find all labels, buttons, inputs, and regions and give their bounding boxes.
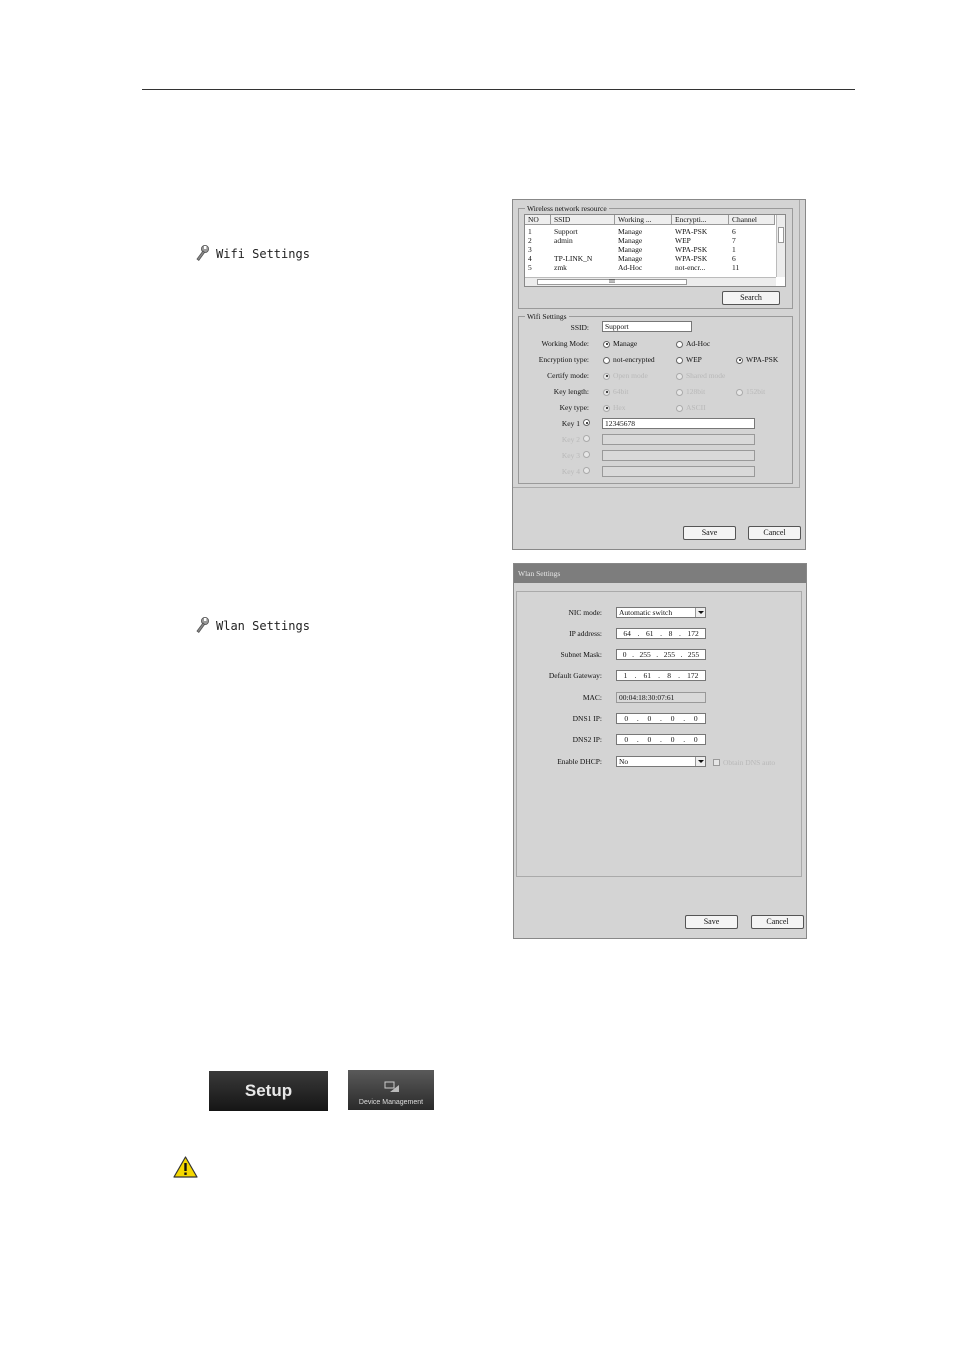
wrench-icon	[194, 245, 210, 262]
cell-channel: 7	[732, 236, 736, 245]
device-management-button[interactable]	[348, 1070, 434, 1110]
radio-key4[interactable]	[583, 467, 590, 474]
cell-channel: 11	[732, 263, 740, 272]
key1-input[interactable]: 12345678	[602, 418, 755, 429]
radio-ascii[interactable]: ASCII	[676, 403, 706, 413]
dns2-label: DNS2 IP:	[572, 735, 602, 744]
cell-channel: 1	[732, 245, 736, 254]
nic-mode-label: NIC mode:	[568, 608, 602, 617]
key4-input[interactable]	[602, 466, 755, 477]
radio-wep[interactable]: WEP	[676, 355, 702, 365]
cell-encryption: WPA-PSK	[675, 245, 708, 254]
subnet-mask-input[interactable]: 0 . 255 . 255 . 255	[616, 649, 706, 660]
cell-ssid: TP-LINK_N	[554, 254, 593, 263]
radio-hex[interactable]: Hex	[603, 403, 626, 413]
cell-encryption: WPA-PSK	[675, 227, 708, 236]
network-table[interactable]	[524, 214, 786, 287]
cell-no: 3	[528, 245, 532, 254]
col-header-channel[interactable]: Channel	[729, 215, 775, 225]
key2-label: Key 2	[561, 435, 580, 444]
cancel-button[interactable]: Cancel	[748, 526, 801, 540]
dns1-input[interactable]: 0 . 0 . 0 . 0	[616, 713, 706, 724]
cell-encryption: WPA-PSK	[675, 254, 708, 263]
certify-mode-label: Certify mode:	[547, 371, 589, 380]
cell-encryption: WEP	[675, 236, 691, 245]
cell-no: 2	[528, 236, 532, 245]
radio-not-encrypted[interactable]: not-encrypted	[603, 355, 655, 365]
key-type-label: Key type:	[559, 403, 589, 412]
key3-label: Key 3	[561, 451, 580, 460]
col-header-no[interactable]: NO	[525, 215, 551, 225]
subnet-mask-label: Subnet Mask:	[560, 650, 602, 659]
search-button[interactable]: Search	[722, 291, 780, 305]
cell-encryption: not-encr...	[675, 263, 706, 272]
cell-working: Manage	[618, 236, 643, 245]
scroll-thumb[interactable]: III	[537, 279, 687, 285]
wlan-settings-label	[194, 617, 310, 634]
enable-dhcp-label: Enable DHCP:	[557, 757, 602, 766]
cell-no: 5	[528, 263, 532, 272]
wifi-settings-legend: Wifi Settings	[527, 312, 567, 321]
col-header-working[interactable]: Working ...	[615, 215, 672, 225]
radio-152bit[interactable]: 152bit	[736, 387, 765, 397]
cell-ssid	[551, 245, 554, 254]
dns2-input[interactable]: 0 . 0 . 0 . 0	[616, 734, 706, 745]
col-header-ssid[interactable]: SSID	[551, 215, 615, 225]
table-vertical-scrollbar[interactable]	[776, 215, 785, 277]
save-button[interactable]: Save	[685, 915, 738, 929]
cell-working: Manage	[618, 254, 643, 263]
chevron-down-icon	[695, 757, 705, 766]
device-management-label: Device Management	[358, 1099, 424, 1106]
wireless-resource-legend: Wireless network resource	[527, 204, 607, 213]
ssid-input[interactable]: Support	[602, 321, 692, 332]
cell-channel: 6	[732, 254, 736, 263]
wlan-settings-dialog	[513, 563, 807, 939]
obtain-dns-auto-checkbox[interactable]	[713, 758, 775, 767]
enable-dhcp-value: No	[619, 757, 629, 766]
radio-key3[interactable]	[583, 451, 590, 458]
key2-input[interactable]	[602, 434, 755, 445]
encryption-label: Encryption type:	[538, 355, 589, 364]
cell-channel: 6	[732, 227, 736, 236]
wifi-settings-label	[194, 245, 310, 262]
key3-input[interactable]	[602, 450, 755, 461]
chevron-down-icon	[695, 608, 705, 617]
cancel-button[interactable]: Cancel	[751, 915, 804, 929]
cell-ssid: Support	[554, 227, 578, 236]
key-length-label: Key length:	[553, 387, 589, 396]
radio-128bit[interactable]: 128bit	[676, 387, 705, 397]
cell-no: 4	[528, 254, 532, 263]
cell-working: Ad-Hoc	[618, 263, 643, 272]
nic-mode-select[interactable]	[616, 607, 706, 618]
radio-manage[interactable]: Manage	[603, 339, 637, 349]
cell-working: Manage	[618, 227, 643, 236]
cell-no: 1	[528, 227, 532, 236]
cell-working: Manage	[618, 245, 643, 254]
wifi-settings-text: Wifi Settings	[216, 246, 310, 261]
radio-ad-hoc[interactable]: Ad-Hoc	[676, 339, 710, 349]
radio-open-mode[interactable]: Open mode	[603, 371, 648, 381]
radio-key1[interactable]	[583, 419, 590, 426]
wlan-dialog-title: Wlan Settings	[514, 564, 806, 583]
radio-wpa-psk[interactable]: WPA-PSK	[736, 355, 778, 365]
enable-dhcp-select[interactable]	[616, 756, 706, 767]
key4-label: Key 4	[561, 467, 580, 476]
default-gateway-input[interactable]: 1 . 61 . 8 . 172	[616, 670, 706, 681]
obtain-dns-auto-label: Obtain DNS auto	[723, 758, 776, 767]
mac-label: MAC:	[582, 693, 602, 702]
ssid-label: SSID:	[570, 323, 589, 332]
mac-field: 00:04:18:30:07:61	[616, 692, 706, 703]
wrench-icon	[194, 617, 210, 634]
cell-ssid: zmk	[554, 263, 567, 272]
warning-icon	[173, 1156, 198, 1178]
device-icon	[384, 1081, 400, 1093]
key1-label: Key 1	[561, 419, 580, 428]
save-button[interactable]: Save	[683, 526, 736, 540]
radio-shared-mode[interactable]: Shared mode	[676, 371, 725, 381]
radio-64bit[interactable]: 64bit	[603, 387, 628, 397]
ip-address-input[interactable]: 64 . 61 . 8 . 172	[616, 628, 706, 639]
default-gateway-label: Default Gateway:	[548, 671, 602, 680]
header-rule	[142, 89, 855, 90]
setup-button[interactable]: Setup	[209, 1071, 328, 1111]
nic-mode-value: Automatic switch	[619, 608, 673, 617]
col-header-encryption[interactable]: Encrypti...	[672, 215, 729, 225]
dns1-label: DNS1 IP:	[572, 714, 602, 723]
wifi-settings-dialog	[512, 199, 806, 550]
cell-ssid: admin	[554, 236, 573, 245]
radio-key2[interactable]	[583, 435, 590, 442]
table-horizontal-scrollbar[interactable]	[525, 277, 776, 286]
working-mode-label: Working Mode:	[541, 339, 589, 348]
wlan-settings-text: Wlan Settings	[216, 618, 310, 633]
ip-address-label: IP address:	[569, 629, 602, 638]
